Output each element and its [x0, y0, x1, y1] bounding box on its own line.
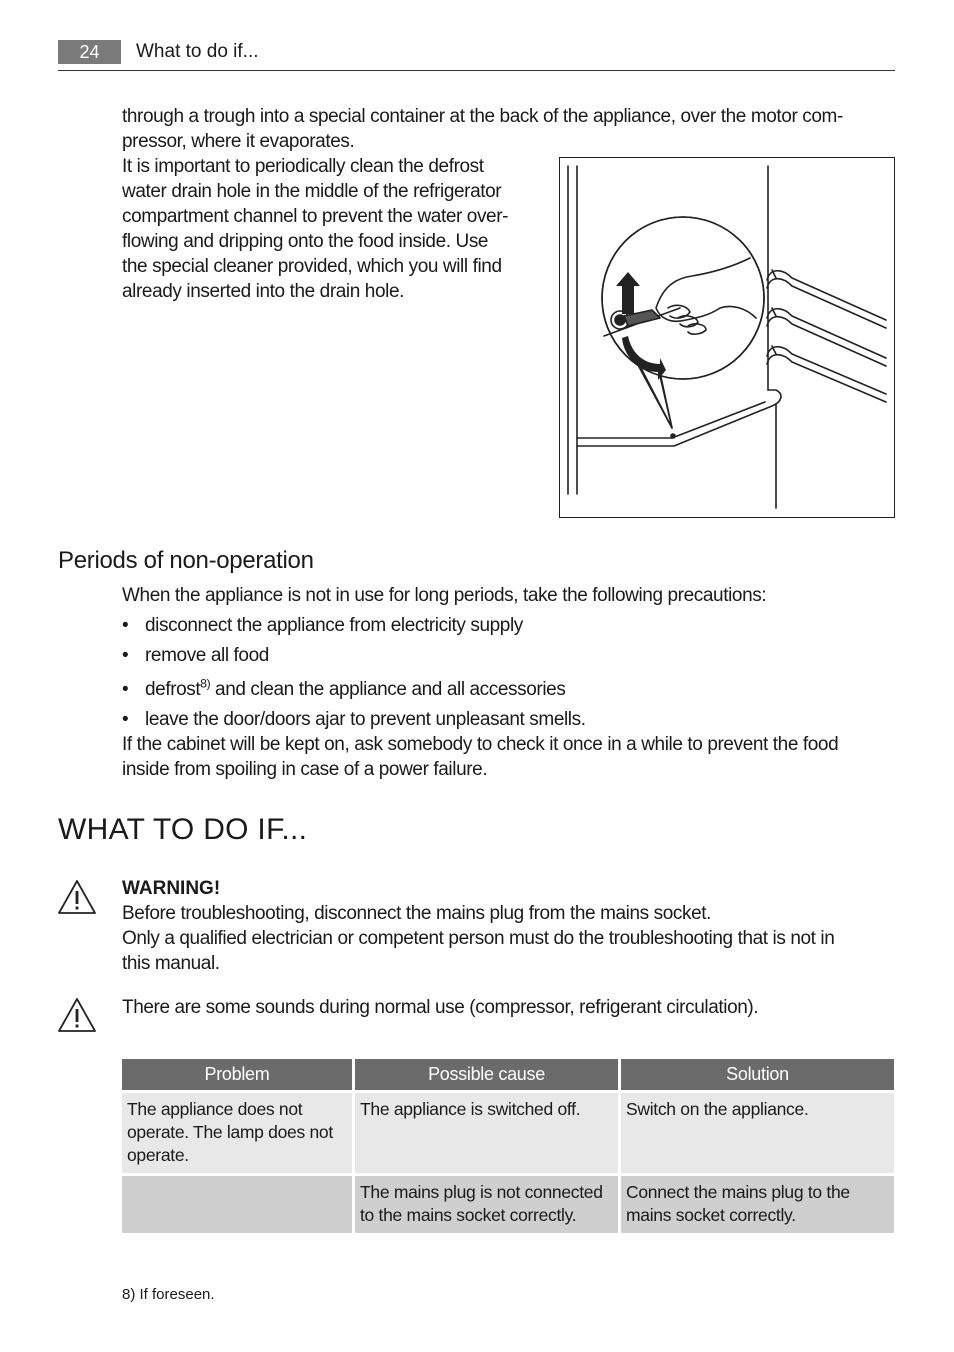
- table-cell-problem: [122, 1173, 352, 1233]
- paragraph-line: this manual.: [122, 953, 220, 974]
- paragraph-line: Before troubleshooting, disconnect the mains plug from the mains socket.: [122, 903, 712, 924]
- note-text: There are some sounds during normal use (compressor, refrigerant circulation).: [122, 997, 759, 1018]
- paragraph-line: inside from spoiling in case of a power failure.: [122, 759, 488, 780]
- paragraph-line: flowing and dripping onto the food inside. Use: [122, 231, 489, 252]
- paragraph-line: It is important to periodically clean the defrost: [122, 156, 484, 177]
- intro-paragraph: [122, 104, 898, 154]
- column-header-cause: Possible cause: [352, 1059, 618, 1090]
- footnote-reference: 8): [200, 676, 211, 691]
- bullet-icon: •: [122, 709, 129, 730]
- table-row: [122, 1173, 894, 1233]
- bullet-icon: •: [122, 615, 129, 636]
- paragraph-line: already inserted into the drain hole.: [122, 281, 405, 302]
- table-cell-cause: The appliance is switched off.: [352, 1090, 618, 1173]
- list-item-text: disconnect the appliance from electricity supply: [145, 615, 523, 636]
- warning-triangle-icon: [57, 997, 97, 1033]
- intro-line: pressor, where it evaporates.: [122, 131, 355, 152]
- list-item-text-start: defrost: [145, 679, 201, 700]
- list-item-text: remove all food: [145, 645, 269, 666]
- intro-line: through a trough into a special container at the back of the appliance, over the motor com-: [122, 106, 843, 127]
- column-header-solution: Solution: [618, 1059, 894, 1090]
- table-cell-solution: Switch on the appliance.: [618, 1090, 894, 1173]
- troubleshooting-table: [122, 1059, 894, 1233]
- header-section-title: What to do if...: [136, 41, 259, 62]
- column-header-problem: Problem: [122, 1059, 352, 1090]
- footnote: 8) If foreseen.: [122, 1286, 215, 1303]
- section-heading-what-to-do: WHAT TO DO IF...: [58, 813, 308, 846]
- paragraph-line: If the cabinet will be kept on, ask somebody to check it once in a while to prevent the food: [122, 734, 839, 755]
- periods-intro: When the appliance is not in use for long periods, take the following precautions:: [122, 585, 767, 606]
- paragraph-line: water drain hole in the middle of the refrigerator: [122, 181, 502, 202]
- paragraph-line: compartment channel to prevent the water over-: [122, 206, 509, 227]
- section-heading-periods: Periods of non-operation: [58, 547, 314, 574]
- table-cell-problem: The appliance does not operate. The lamp does not operate.: [122, 1090, 352, 1173]
- list-item-text: [145, 677, 565, 702]
- page-number: 24: [58, 40, 121, 64]
- table-cell-solution: Connect the mains plug to the mains socket correctly.: [618, 1173, 894, 1233]
- periods-outro: [122, 732, 892, 782]
- list-item-text: leave the door/doors ajar to prevent unpleasant smells.: [145, 709, 586, 730]
- table-cell-cause: The mains plug is not connected to the mains socket correctly.: [352, 1173, 618, 1233]
- paragraph-line: the special cleaner provided, which you will find: [122, 256, 502, 277]
- drain-hole-paragraph: [122, 154, 542, 304]
- bullet-icon: •: [122, 679, 129, 700]
- warning-title: WARNING!: [122, 878, 221, 899]
- header-divider: [58, 70, 895, 71]
- warning-triangle-icon: [57, 879, 97, 915]
- bullet-icon: •: [122, 645, 129, 666]
- warning-text: [122, 901, 892, 976]
- list-item-text-end: and clean the appliance and all accessories: [210, 679, 566, 700]
- table-header-row: [122, 1059, 894, 1090]
- drain-hole-cleaning-illustration: [559, 157, 895, 518]
- table-row: [122, 1090, 894, 1173]
- paragraph-line: Only a qualified electrician or competent person must do the troubleshooting that is not in: [122, 928, 835, 949]
